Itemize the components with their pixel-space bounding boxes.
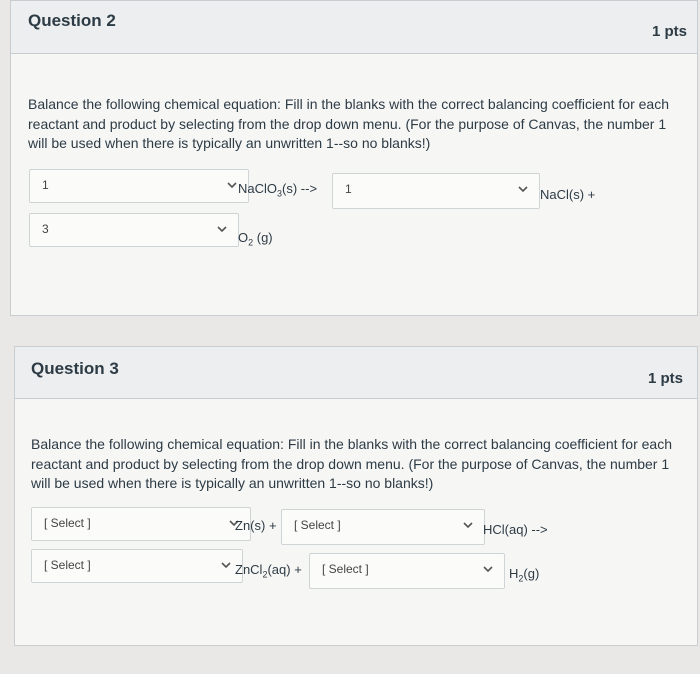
q3-select-hcl[interactable]	[281, 509, 485, 545]
chevron-down-icon	[462, 519, 474, 531]
q3-label-zn: Zn(s) +	[235, 518, 277, 533]
question-2-text: Balance the following chemical equation: Fill in the blanks with the correct balancing coefficient for each reactant and product by selecting from the drop down menu. (For the purpose of Canvas, the number 1 will be used when there is typically an unwritten 1--so no blanks!)	[28, 96, 669, 151]
q3-label-h2: $H_2(g)$	[509, 566, 540, 584]
question-3-points: 1 pts	[647, 370, 683, 387]
q2-label-nacl: NaCl(s) +	[540, 187, 596, 202]
question-3-text: Balance the following chemical equation: Fill in the blanks with the correct balancing coefficient for each reactant and product by selecting from the drop down menu. (For the purpose of Canvas, the number 1 will be used when there is typically an unwritten 1--so no blanks!)	[31, 436, 672, 491]
q2-select-naclo3[interactable]	[29, 169, 249, 203]
q2-select-o2-value: 3	[42, 222, 49, 236]
question-2-points: 1 pts	[651, 23, 687, 40]
chevron-down-icon	[226, 179, 238, 191]
q3-label-zncl2: ZnCl$_2$(aq) +	[235, 562, 302, 580]
question-3-card	[14, 346, 698, 646]
q3-select-h2-value: [ Select ]	[322, 562, 369, 576]
q3-select-zncl2[interactable]	[31, 549, 243, 583]
q2-select-nacl-value: 1	[345, 182, 352, 196]
question-3-header	[15, 347, 697, 399]
q3-label-hcl: HCl(aq) -->	[483, 522, 548, 537]
q3-select-zn[interactable]	[31, 507, 251, 541]
question-2-title: Question 2	[28, 11, 116, 30]
chevron-down-icon	[517, 183, 529, 195]
q2-select-naclo3-value: 1	[42, 178, 49, 192]
question-3-title: Question 3	[31, 359, 119, 378]
q2-select-o2[interactable]	[29, 213, 239, 247]
question-2-header	[11, 1, 697, 54]
q3-select-zn-value: [ Select ]	[44, 516, 91, 530]
chevron-down-icon	[482, 563, 494, 575]
q3-select-hcl-value: [ Select ]	[294, 518, 341, 532]
q3-select-h2[interactable]	[309, 553, 505, 589]
q3-select-zncl2-value: [ Select ]	[44, 558, 91, 572]
question-2-card	[10, 0, 698, 316]
q2-label-o2: $O_2$ (g)	[238, 230, 273, 248]
q2-label-naclo3: NaClO$_3$(s) -->	[238, 181, 318, 199]
chevron-down-icon	[216, 223, 228, 235]
chevron-down-icon	[220, 559, 232, 571]
q2-select-nacl[interactable]	[332, 173, 540, 209]
